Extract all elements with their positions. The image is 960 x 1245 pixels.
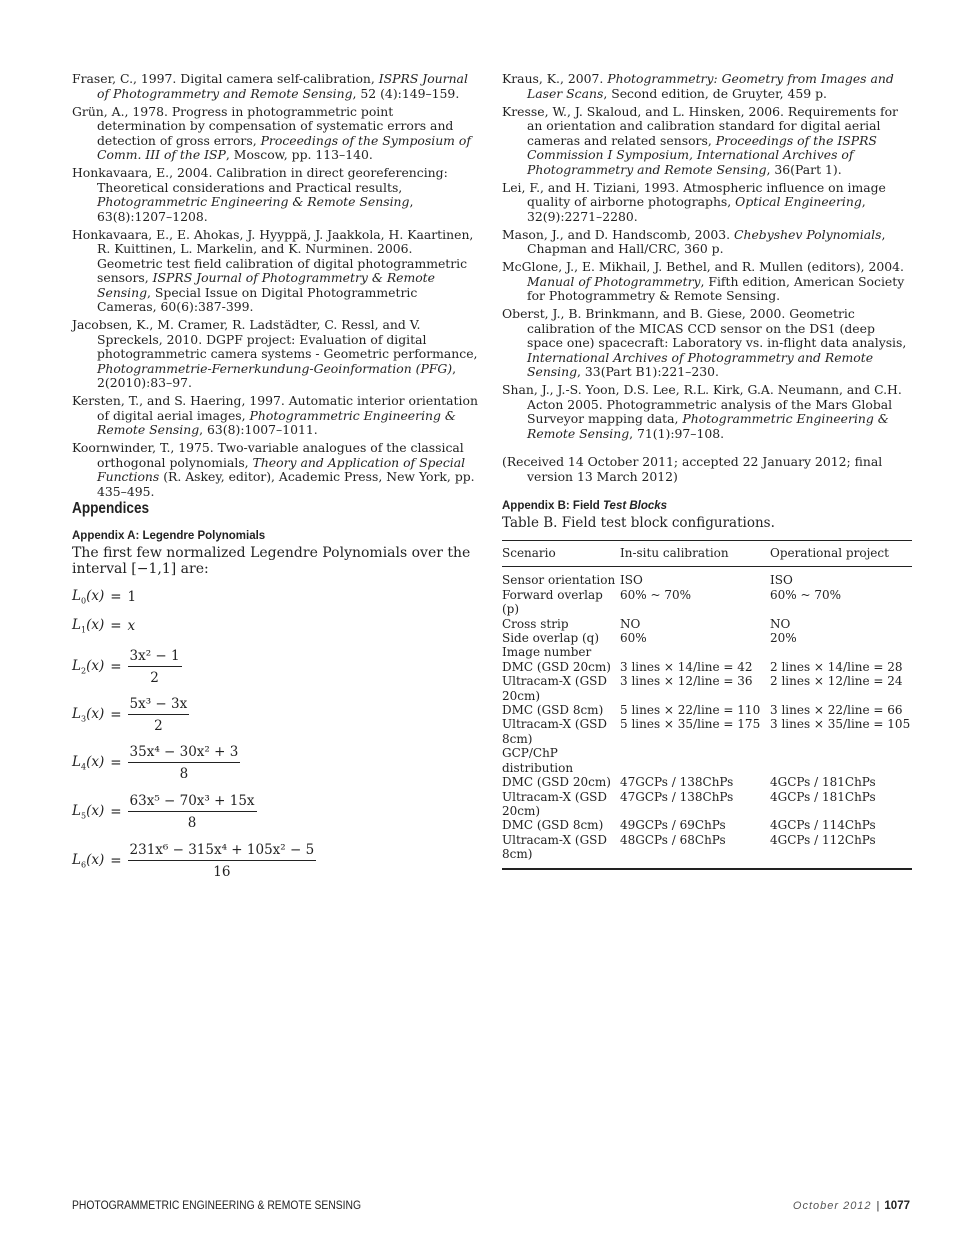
table-cell: 3 lines × 14/line = 42: [620, 659, 753, 674]
reference-text: , 32(9):2271–2280.: [527, 194, 866, 224]
reference-italic: Photogrammetric Engineering & Remote Sensing: [527, 411, 889, 441]
equation-lhs: [72, 706, 104, 724]
reference-italic: ISPRS Journal of Photogrammetry & Remote Sensing: [97, 270, 435, 300]
table-cell: 20%: [770, 631, 797, 646]
reference: [502, 307, 912, 380]
reference: [72, 394, 480, 438]
table-cell: 48GCPs / 68ChPs: [620, 833, 770, 869]
reference-text: Kraus, K., 2007.: [502, 71, 608, 86]
reference-text: , Fifth edition, American Society for Photogrammetry & Remote Sensing.: [527, 273, 905, 303]
reference: [502, 260, 912, 304]
appendix-b-subtitle-italic: Test Blocks: [602, 500, 668, 512]
table-row: [502, 818, 912, 832]
footer-right: [793, 1200, 910, 1212]
table-header: In-situ calibration: [620, 541, 770, 567]
table-row: [502, 617, 912, 631]
equation-arg: (x): [86, 617, 105, 633]
table-cell: 3 lines × 12/line = 36: [620, 674, 753, 689]
reference-text: (R. Askey, editor), Academic Press, New York, pp. 435–495.: [97, 469, 475, 499]
table-cell: Ultracam-X (GSD 20cm): [502, 674, 608, 703]
appendix-a-intro: The first few normalized Legendre Polynomials over the interval [−1,1] are:: [72, 545, 471, 577]
fraction-denominator: 8: [179, 766, 189, 782]
table-cell: 2 lines × 12/line = 24: [770, 674, 903, 689]
equation-fraction: [128, 744, 241, 782]
table-cell: DMC (GSD 8cm): [502, 703, 604, 718]
equation-letter: L: [72, 852, 81, 869]
equation-index: 0: [80, 596, 87, 606]
equation-letter: L: [72, 588, 81, 604]
equation-arg: (x): [86, 658, 105, 675]
equation-index: 3: [80, 714, 87, 724]
table-cell: Ultracam-X (GSD 8cm): [502, 717, 608, 746]
table-cell: ISO: [620, 573, 643, 588]
table-cell: 49GCPs / 69ChPs: [620, 818, 726, 833]
table-cell: 5 lines × 35/line = 175: [620, 717, 761, 732]
reference-text: Kresse, W., J. Skaloud, and L. Hinsken, 2006. Requirements for an orientation and calibration standard for digital aerial cameras and related sensors,: [502, 103, 898, 148]
table-b: [502, 540, 912, 870]
reference-italic: ISPRS Journal of Photogrammetry and Remote Sensing: [97, 71, 468, 101]
equation-rhs: 1: [127, 588, 137, 605]
equation-index: 2: [80, 666, 87, 676]
equation-rhs: x: [127, 617, 136, 634]
equals-sign: =: [110, 755, 122, 771]
equation-index: 1: [80, 625, 87, 635]
equation-lhs: [72, 617, 104, 635]
table-cell: 47GCPs / 138ChPs: [620, 789, 734, 804]
reference-text: Kersten, T., and S. Haering, 1997. Automatic interior orientation of digital aerial images,: [72, 393, 478, 423]
equation-fraction: [128, 648, 182, 686]
footer-journal: PHOTOGRAMMETRIC ENGINEERING & REMOTE SENSING: [72, 1200, 362, 1212]
equation-letter: L: [72, 658, 81, 675]
fraction-numerator: 5x³ − 3x: [128, 696, 190, 715]
table-cell: 47GCPs / 138ChPs: [620, 775, 734, 790]
table-cell: 4GCPs / 114ChPs: [770, 818, 876, 833]
appendix-b-subtitle-text: Appendix B: Field: [502, 500, 603, 512]
fraction-numerator: 3x² − 1: [128, 648, 182, 667]
table-row: [502, 567, 912, 588]
reference-italic: International Archives of Photogrammetry and Remote Sensing: [527, 349, 874, 379]
appendices-heading: Appendices: [72, 500, 150, 517]
reference-text: Jacobsen, K., M. Cramer, R. Ladstädter, C. Ressl, and V. Spreckels, 2010. DGPF project: Evaluation of digital photogrammetric camera systems - Geometric performance,: [72, 317, 478, 361]
reference-text: Shan, J., J.-S. Yoon, D.S. Lee, R.L. Kirk, G.A. Neumann, and C.H. Acton 2005. Photogrammetric analysis of the Mars Global Surveyor mapping data,: [502, 382, 902, 426]
reference-text: Oberst, J., B. Brinkmann, and B. Giese, 2000. Geometric calibration of the MICAS CCD sensor on the DS1 (deep space one) spacecraft: Laboratory vs. in-flight data analysis,: [502, 306, 907, 350]
table-header: Operational project: [770, 541, 912, 567]
table-cell: Forward overlap (p): [502, 587, 603, 617]
equation-fraction: [128, 696, 190, 734]
legendre-equation: [72, 744, 240, 782]
equation-letter: L: [72, 754, 81, 771]
table-row: [502, 674, 912, 703]
reference-text: Honkavaara, E., 2004. Calibration in direct georeferencing: Theoretical considerations and Practical results,: [72, 165, 448, 195]
equation-letter: L: [72, 803, 81, 820]
equals-sign: =: [110, 617, 122, 634]
fraction-numerator: 63x⁵ − 70x³ + 15x: [128, 793, 257, 812]
table-cell: [620, 645, 770, 659]
reference-text: , 63(8):1007–1011.: [199, 422, 318, 437]
table-cell: DMC (GSD 8cm): [502, 818, 604, 833]
reference-italic: Proceedings of the ISPRS Commission I Symposium, International Archives of Photogrammetry and Remote Sensing: [527, 132, 877, 177]
table-b-caption: Table B. Field test block configurations.: [502, 515, 775, 531]
table-header-row: [502, 541, 912, 567]
table-cell: Sensor orientation: [502, 573, 616, 588]
reference-text: Honkavaara, E., E. Ahokas, J. Hyyppä, J. Jaakkola, H. Kaartinen, R. Kuittinen, L. Markelin, and K. Nurminen. 2006. Geometric test field calibration of digital photogrammetric sensors,: [72, 226, 474, 285]
fraction-numerator: 231x⁶ − 315x⁴ + 105x² − 5: [128, 842, 317, 861]
reference: [72, 441, 480, 499]
table-cell: Side overlap (q): [502, 631, 600, 646]
reference: [502, 228, 912, 257]
table-cell: 2 lines × 14/line = 28: [770, 659, 903, 674]
reference-italic: Chebyshev Polynomials: [734, 226, 882, 242]
equation-lhs: [72, 588, 104, 606]
table-row: [502, 833, 912, 869]
reference-italic: Optical Engineering: [735, 194, 862, 209]
table-cell: Image number: [502, 645, 592, 660]
legendre-equation: [72, 617, 135, 635]
table-cell: 60% ~ 70%: [770, 587, 842, 602]
reference-text: , Moscow, pp. 113–140.: [225, 147, 373, 162]
equation-lhs: [72, 754, 104, 772]
reference-text: , 63(8):1207–1208.: [97, 194, 414, 224]
table-header: Scenario: [502, 541, 620, 567]
equation-letter: L: [72, 617, 81, 633]
table-row: [502, 645, 912, 659]
table-cell: NO: [770, 616, 791, 631]
equals-sign: =: [110, 707, 122, 723]
table-cell: Cross strip: [502, 616, 569, 631]
reference-italic: Photogrammetric Engineering & Remote Sensing: [97, 407, 456, 437]
equals-sign: =: [110, 659, 122, 675]
legendre-equation: [72, 648, 182, 686]
legendre-equation: [72, 842, 316, 880]
equation-lhs: [72, 658, 104, 676]
table-cell: 3 lines × 35/line = 105: [770, 717, 911, 732]
reference-text: , 2(2010):83–97.: [97, 360, 457, 390]
reference-text: Grün, A., 1978. Progress in photogrammetric point determination by compensation of systematic errors and detection of gross errors,: [72, 103, 454, 148]
reference: [502, 105, 912, 178]
table-cell: 5 lines × 22/line = 110: [620, 703, 761, 718]
reference: [72, 228, 480, 315]
reference-text: McGlone, J., E. Mikhail, J. Bethel, and R. Mullen (editors), 2004.: [502, 259, 904, 274]
reference: [502, 383, 912, 441]
equation-arg: (x): [86, 588, 105, 604]
reference: [72, 72, 480, 101]
legendre-equation: [72, 696, 189, 734]
table-cell: 60%: [620, 631, 647, 646]
reference-italic: Photogrammetric Engineering & Remote Sensing: [97, 194, 410, 209]
fraction-denominator: 2: [150, 670, 159, 686]
reference-text: , Second edition, de Gruyter, 459 p.: [603, 85, 827, 101]
appendix-a-subtitle: Appendix A: Legendre Polynomials: [72, 530, 266, 542]
reference-text: , Special Issue on Digital Photogrammetric Cameras, 60(6):387-399.: [97, 284, 418, 314]
equation-arg: (x): [86, 754, 105, 771]
reference-italic: Proceedings of the Symposium of Comm. III of the ISP: [97, 132, 471, 162]
equation-arg: (x): [86, 706, 105, 723]
table-cell: NO: [620, 616, 641, 631]
equation-arg: (x): [86, 803, 105, 820]
references-right: [502, 72, 912, 484]
reference-italic: Photogrammetrie-Fernerkundung-Geoinformation (PFG): [97, 360, 453, 376]
reference-italic: Manual of Photogrammetry: [527, 273, 701, 289]
reference-text: Fraser, C., 1997. Digital camera self-calibration,: [72, 71, 379, 86]
equation-index: 4: [80, 762, 87, 772]
equals-sign: =: [110, 853, 122, 869]
reference: [72, 105, 480, 163]
reference-italic: Photogrammetry: Geometry from Images and Laser Scans: [527, 71, 894, 101]
fraction-denominator: 8: [187, 815, 197, 831]
reference: [502, 181, 912, 225]
table-row: [502, 717, 912, 746]
reference-text: Koornwinder, T., 1975. Two-variable analogues of the classical orthogonal polynomials,: [72, 440, 464, 470]
table-row: [502, 631, 912, 645]
table-cell: [770, 746, 912, 775]
reference-italic: Theory and Application of Special Functions: [97, 454, 466, 484]
table-cell: GCP/ChP distribution: [502, 746, 574, 775]
table-cell: DMC (GSD 20cm): [502, 659, 611, 674]
table-cell: 4GCPs / 181ChPs: [770, 775, 876, 790]
references-left: [72, 72, 480, 503]
table-cell: ISO: [770, 573, 793, 588]
table-cell: Ultracam-X (GSD 8cm): [502, 833, 620, 869]
table-cell: 60% ~ 70%: [620, 587, 692, 602]
received-note: (Received 14 October 2011; accepted 22 January 2012; final version 13 March 2012): [502, 454, 883, 484]
table-cell: DMC (GSD 20cm): [502, 775, 611, 790]
table-row: [502, 746, 912, 775]
legendre-equation: [72, 588, 136, 606]
table-cell: [620, 746, 770, 775]
fraction-denominator: 2: [154, 718, 163, 734]
table-cell: 4GCPs / 181ChPs: [770, 789, 876, 804]
reference-text: , 71(1):97–108.: [629, 425, 725, 441]
equation-fraction: [128, 793, 257, 831]
table-row: [502, 660, 912, 674]
legendre-equation: [72, 793, 257, 831]
reference-text: Lei, F., and H. Tiziani, 1993. Atmospheric influence on image quality of airborne photographs,: [502, 179, 886, 209]
reference-text: , 52 (4):149–159.: [352, 85, 460, 101]
table-row: [502, 790, 912, 819]
equation-lhs: [72, 852, 104, 870]
table-cell: Ultracam-X (GSD 20cm): [502, 789, 608, 818]
table-cell: 3 lines × 22/line = 66: [770, 703, 903, 718]
reference-text: Mason, J., and D. Handscomb, 2003.: [502, 226, 735, 242]
table-cell: 4GCPs / 112ChPs: [770, 833, 912, 869]
footer-separator: |: [876, 1200, 880, 1212]
footer-date: October 2012: [792, 1200, 872, 1212]
reference: [502, 72, 912, 101]
equation-fraction: [128, 842, 317, 880]
table-row: [502, 588, 912, 617]
fraction-denominator: 16: [213, 864, 231, 880]
appendix-b-subtitle: [502, 500, 667, 512]
equals-sign: =: [110, 804, 122, 820]
reference-text: , Chapman and Hall/CRC, 360 p.: [527, 226, 886, 256]
reference: [72, 318, 480, 391]
equation-lhs: [72, 803, 104, 821]
equals-sign: =: [110, 588, 122, 605]
equation-index: 6: [80, 860, 87, 870]
fraction-numerator: 35x⁴ − 30x² + 3: [128, 744, 241, 763]
table-row: [502, 703, 912, 717]
equation-letter: L: [72, 706, 81, 723]
equation-arg: (x): [86, 852, 105, 869]
table-row: [502, 775, 912, 789]
reference-text: , 33(Part B1):221–230.: [577, 364, 719, 379]
equation-index: 5: [80, 811, 87, 821]
reference-text: , 36(Part 1).: [766, 161, 842, 177]
table-cell: [770, 645, 912, 659]
page-number: 1077: [884, 1200, 910, 1212]
reference: [72, 166, 480, 224]
